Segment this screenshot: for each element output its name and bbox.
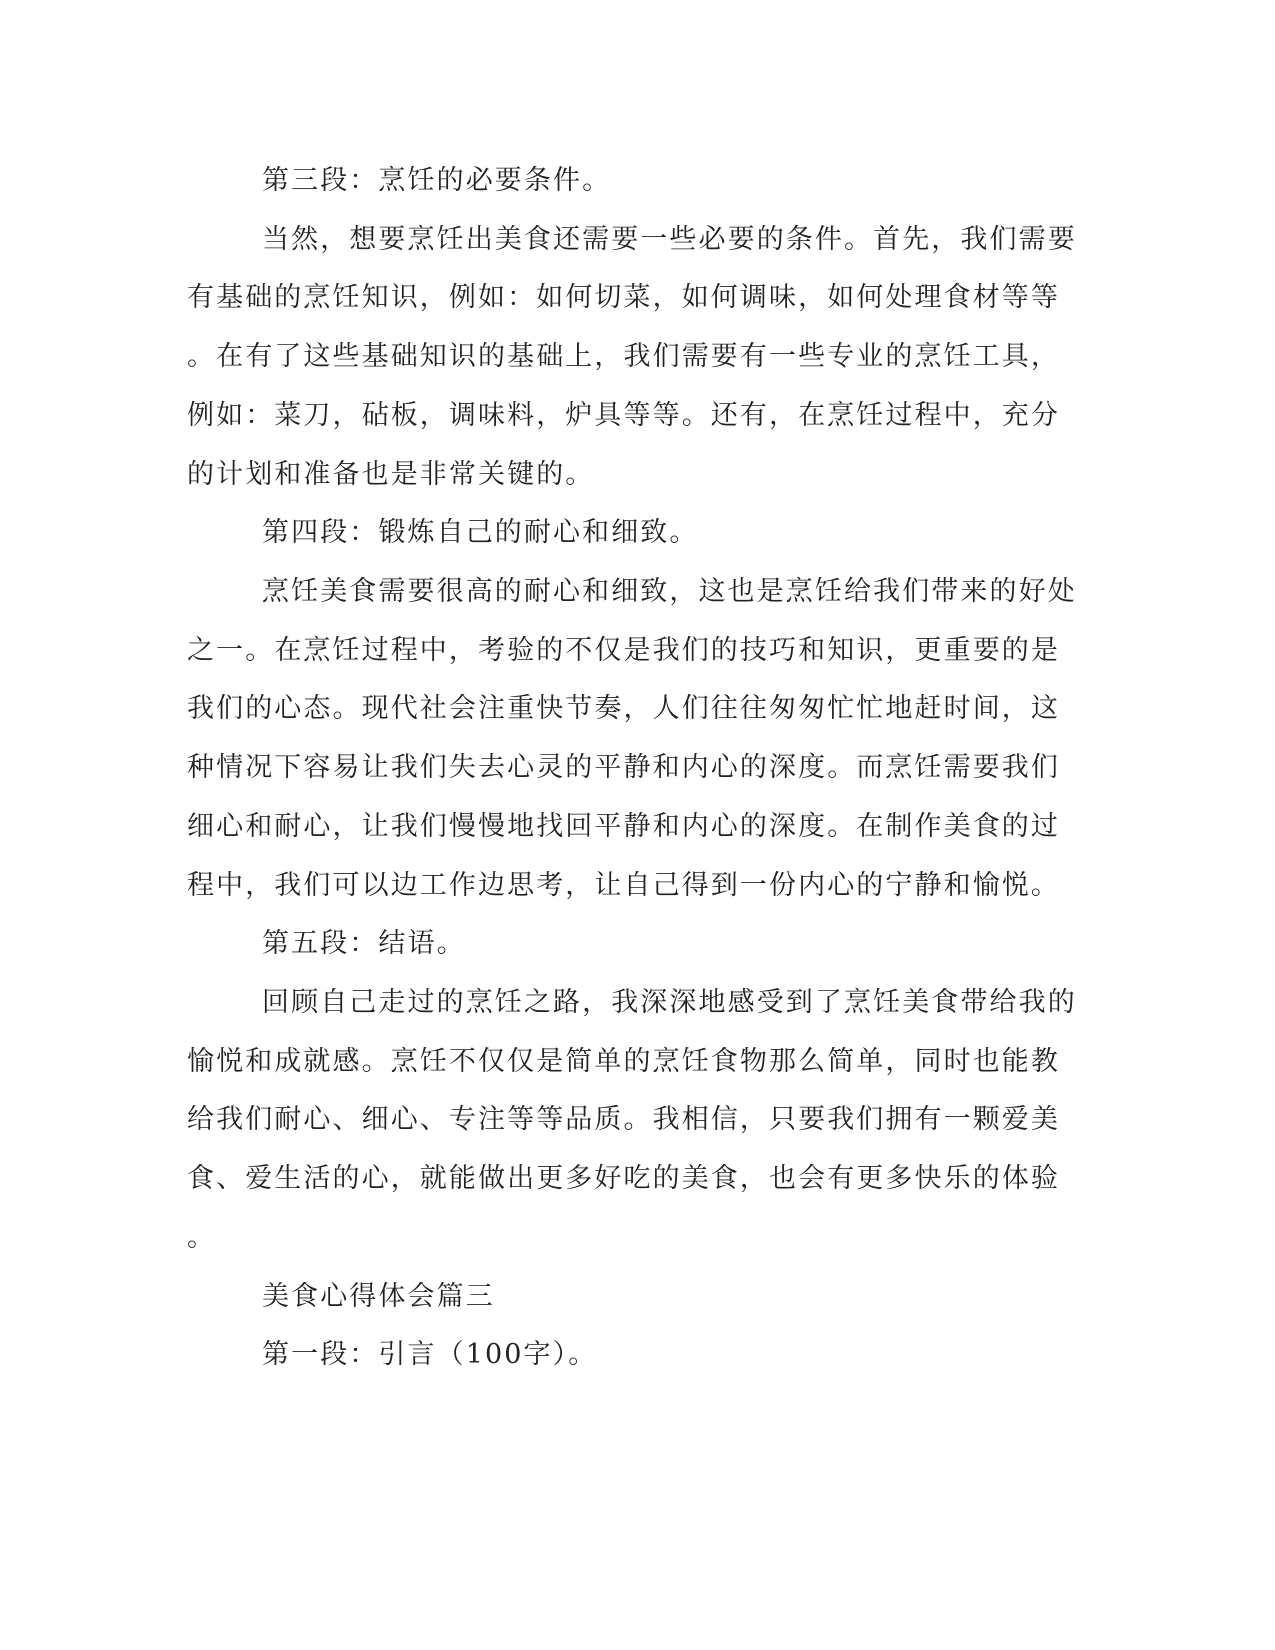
paragraph-line: 。 xyxy=(187,1222,217,1253)
paragraph-line: 之一。在烹饪过程中，考验的不仅是我们的技巧和知识，更重要的是 xyxy=(187,635,1060,666)
paragraph-line: 烹饪美食需要很高的耐心和细致，这也是烹饪给我们带来的好处 xyxy=(262,576,1077,607)
paragraph-line: 当然，想要烹饪出美食还需要一些必要的条件。首先，我们需要 xyxy=(262,224,1077,255)
heading-section-5: 第五段：结语。 xyxy=(262,928,466,959)
heading-section-3: 第三段：烹饪的必要条件。 xyxy=(262,165,612,196)
paragraph-line: 回顾自己走过的烹饪之路，我深深地感受到了烹饪美食带给我的 xyxy=(262,987,1077,1018)
paragraph-line: 种情况下容易让我们失去心灵的平静和内心的深度。而烹饪需要我们 xyxy=(187,752,1060,783)
paragraph-line: 程中，我们可以边工作边思考，让自己得到一份内心的宁静和愉悦。 xyxy=(187,870,1060,901)
heading-section-1: 第一段：引言（100字）。 xyxy=(262,1339,598,1370)
paragraph-line: 的计划和准备也是非常关键的。 xyxy=(187,459,595,490)
paragraph-line: 例如：菜刀，砧板，调味料，炉具等等。还有，在烹饪过程中，充分 xyxy=(187,400,1060,431)
paragraph-line: 。在有了这些基础知识的基础上，我们需要有一些专业的烹饪工具， xyxy=(187,341,1060,372)
paragraph-line: 愉悦和成就感。烹饪不仅仅是简单的烹饪食物那么简单，同时也能教 xyxy=(187,1046,1060,1077)
paragraph-line: 给我们耐心、细心、专注等等品质。我相信，只要我们拥有一颗爱美 xyxy=(187,1104,1060,1135)
paragraph-line: 我们的心态。现代社会注重快节奏，人们往往匆匆忙忙地赶时间，这 xyxy=(187,693,1060,724)
paragraph-line: 食、爱生活的心，就能做出更多好吃的美食，也会有更多快乐的体验 xyxy=(187,1163,1060,1194)
paragraph-line: 细心和耐心，让我们慢慢地找回平静和内心的深度。在制作美食的过 xyxy=(187,811,1060,842)
paragraph-line: 有基础的烹饪知识，例如：如何切菜，如何调味，如何处理食材等等 xyxy=(187,282,1060,313)
essay-title: 美食心得体会篇三 xyxy=(262,1281,495,1312)
heading-section-4: 第四段：锻炼自己的耐心和细致。 xyxy=(262,517,699,548)
